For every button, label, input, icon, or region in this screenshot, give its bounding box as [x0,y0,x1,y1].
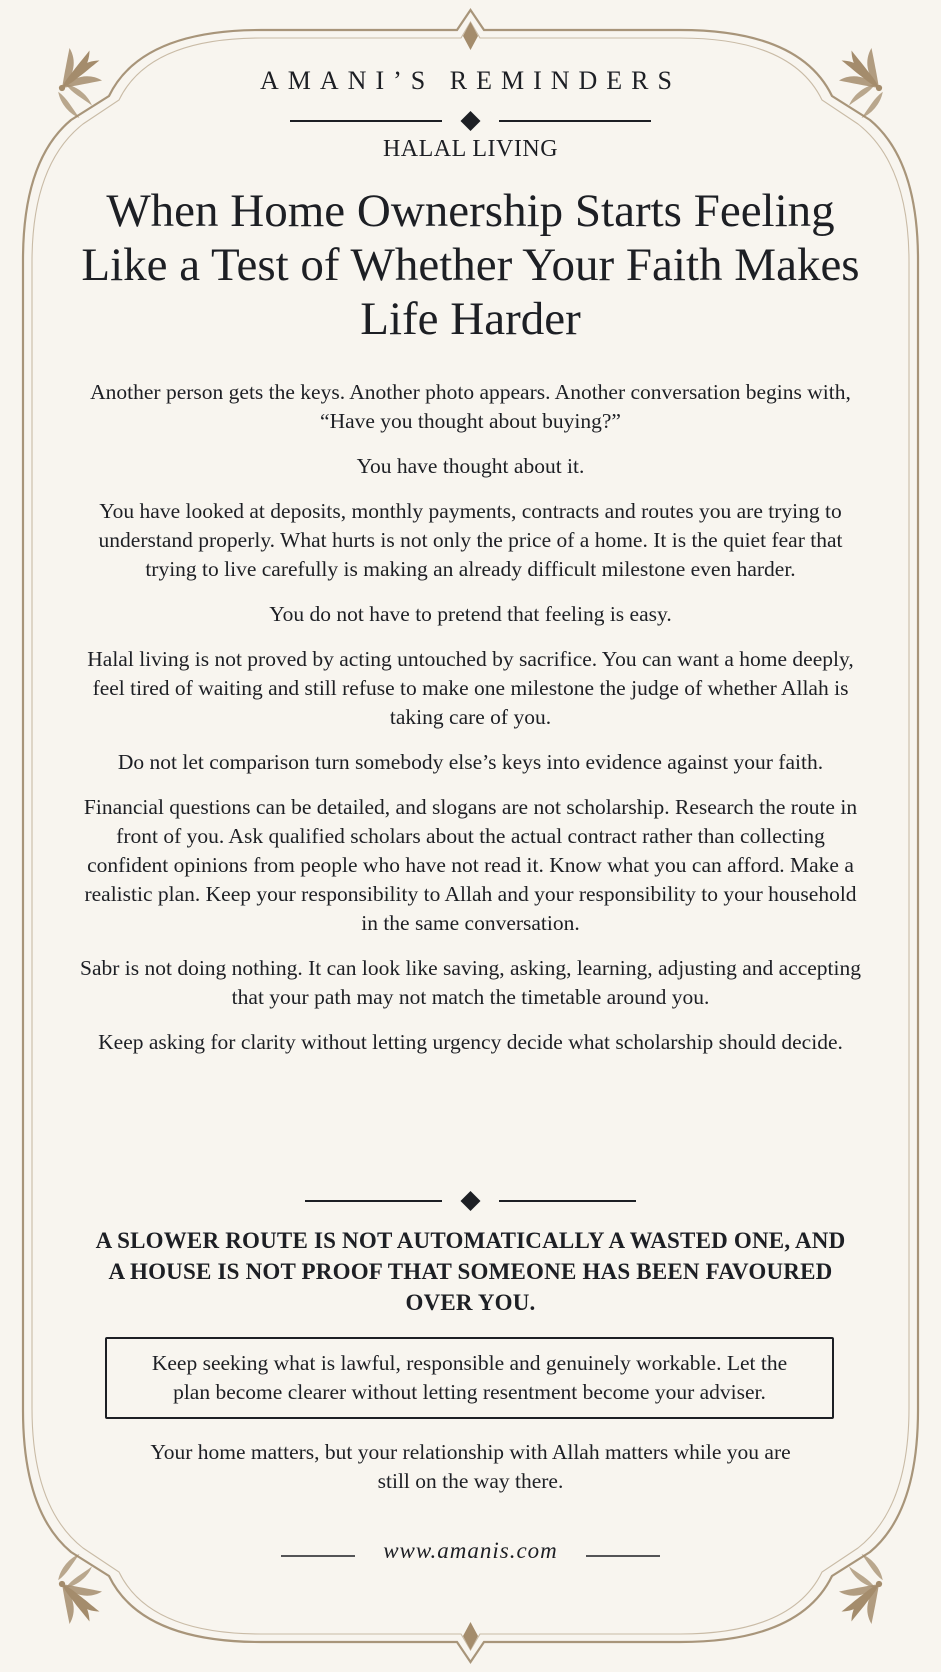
body-paragraph: You do not have to pretend that feeling is easy. [269,602,672,626]
body-paragraph: Keep asking for clarity without letting urgency decide what scholarship should decide. [98,1030,843,1054]
body-paragraph: Sabr is not doing nothing. It can look like saving, asking, learning, adjusting and accepting that your path may not match the timetable around you. [79,956,862,1009]
article-body [78,378,863,1073]
category-label: HALAL LIVING [382,136,559,162]
body-paragraph: Do not let comparison turn somebody else’s keys into evidence against your faith. [117,750,824,774]
body-paragraph: Another person gets the keys. Another photo appears. Another conversation begins with, “Have you thought about buying?” [90,380,851,433]
body-paragraph: You have looked at deposits, monthly payments, contracts and routes you are trying to understand properly. What hurts is not only the price of a home. It is the quiet fear that trying to live carefully is making an already difficult milestone even harder. [98,499,843,581]
body-paragraph: Halal living is not proved by acting untouched by sacrifice. You can want a home deeply, feel tired of waiting and still refuse to make one milestone the judge of whether Allah is taking care of you. [87,647,854,729]
callout-box [105,1337,834,1419]
article-title: When Home Ownership Starts Feeling Like a Test of Whether Your Faith Makes Life Harder [81,185,860,345]
body-paragraph: You have thought about it. [356,454,585,478]
website-link[interactable]: www.amanis.com [383,1538,558,1563]
body-paragraph: Financial questions can be detailed, and slogans are not scholarship. Research the route in front of you. Ask qualified scholars about the actual contract rather than collecting confident opinions from people who have not read it. Know what you can afford. Make a realistic plan. Keep your responsibility to Allah and your responsibility to your household in the same conversation. [83,795,858,935]
pull-quote: A SLOWER ROUTE IS NOT AUTOMATICALLY A WASTED ONE, AND A HOUSE IS NOT PROOF THAT SOMEONE HAS BEEN FAVOURED OVER YOU. [95,1228,846,1315]
brand-name: AMANI’S REMINDERS [260,66,681,95]
callout-text: Keep seeking what is lawful, responsible and genuinely workable. Let the plan become clearer without letting resentment become your adviser. [151,1351,788,1404]
closing-line: Your home matters, but your relationship with Allah matters while you are still on the way there. [150,1440,791,1493]
